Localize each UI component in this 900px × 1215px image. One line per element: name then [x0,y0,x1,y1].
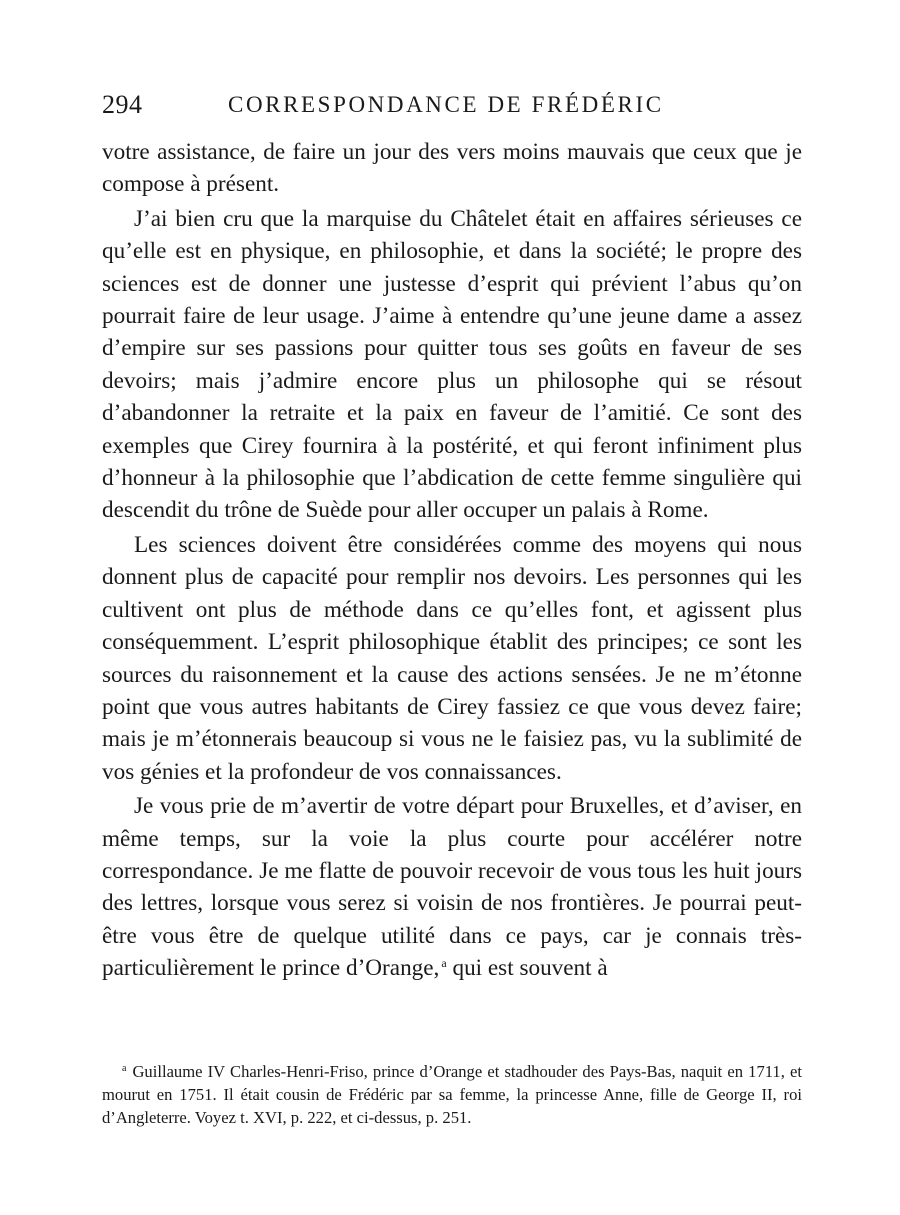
paragraph-bruxelles-text: Je vous prie de m’avertir de votre départ pour Bruxelles, et d’aviser, en même temps, sur la voie la plus courte pour accélérer notre correspondance. Je me flatte de pouvoir recevoir de vous tous les huit jours des lettres, lorsque vous serez si voisin de nos frontières. Je pourrai peut-être vous être de quelque utilité dans ce pays, car je connais très-particulièrement le prince d’Orange, [102,793,802,982]
letter-body [102,136,802,985]
paragraph-bruxelles-tail: qui est souvent à [446,955,608,982]
running-title: CORRESPONDANCE DE FRÉDÉRIC [228,92,664,117]
footnote-reference[interactable]: a [441,956,447,971]
footnote [102,1060,802,1129]
paragraph-sciences: Les sciences doivent être considérées comme des moyens qui nous donnent plus de capacité pour remplir nos devoirs. Les personnes qui les cultivent ont plus de méthode dans ce qu’elles font, et agissent plus conséquemment. L’esprit philosophique établit des principes; ce sont les sources du raisonnement et la cause des actions sensées. Je ne m’étonne point que vous autres habitants de Cirey fassiez ce que vous devez faire; mais je m’étonnerais beaucoup si vous ne le faisiez pas, vu la sublimité de vos génies et la profondeur de vos connaissances. [102,531,802,785]
page-header [100,88,800,128]
paragraph-bruxelles [102,790,802,984]
page-number: 294 [102,90,143,119]
footnote-text: Guillaume IV Charles-Henri-Friso, prince d’Orange et stadhouder des Pays-Bas, naquit en 1711, et mourut en 1751. Il était cousin de Frédéric par sa femme, la princesse Anne, fille de George II, roi d’Angleterre. Voyez t. XVI, p. 222, et ci-dessus, p. 251. [102,1062,802,1127]
footnote-marker: a [122,1063,127,1074]
paragraph-continuation: votre assistance, de faire un jour des vers moins mauvais que ceux que je compose à présent. [102,139,802,198]
paragraph-chatelet: J’ai bien cru que la marquise du Châtelet était en affaires sérieuses ce qu’elle est en physique, en philosophie, et dans la société; le propre des sciences est de donner une justesse d’esprit qui prévient l’abus qu’on pourrait faire de leur usage. J’aime à entendre qu’une jeune dame a assez d’empire sur ses passions pour quitter tous ses goûts en faveur de ses devoirs; mais j’admire encore plus un philosophe qui se résout d’abandonner la retraite et la paix en faveur de l’amitié. Ce sont des exemples que Cirey fournira à la postérité, et qui feront infiniment plus d’honneur à la philosophie que l’abdication de cette femme singulière qui descendit du trône de Suède pour aller occuper un palais à Rome. [102,205,802,524]
